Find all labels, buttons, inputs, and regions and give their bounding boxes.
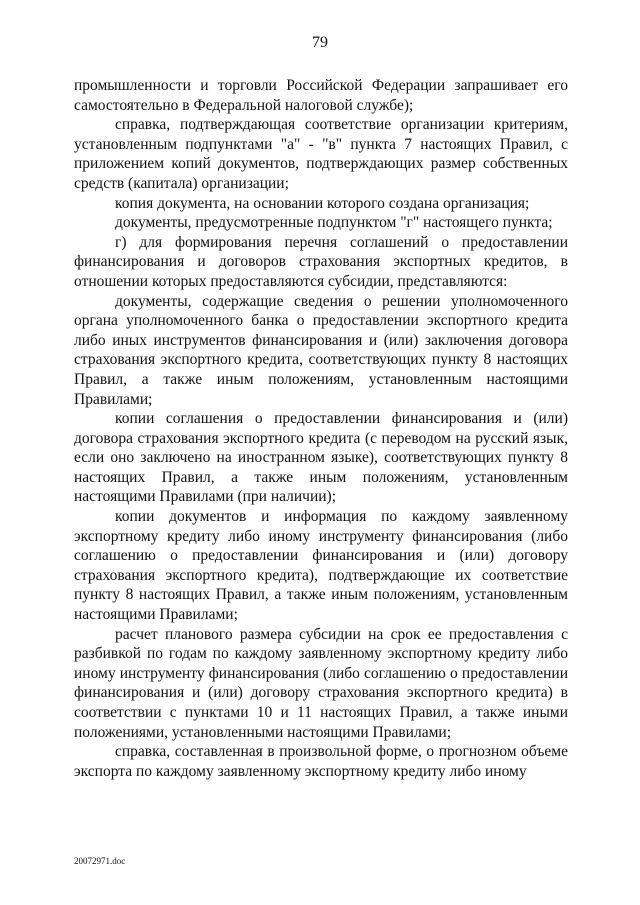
document-body bbox=[74, 76, 568, 781]
paragraph-item-g: г) для формирования перечня соглашений о предоставлении финансирования и договоров страхования экспортных кредитов, в отношении которых предоставляются субсидии, представляются: bbox=[74, 233, 568, 290]
paragraph-document-copies: копии документов и информация по каждому заявленному экспортному кредиту либо иному инструменту финансирования (либо соглашению о предоставлении финансирования и (или) договору страхования экспортного кредита), подтверждающие их соответствие пункту 8 настоящих Правил, а также иным положениям, установленным настоящими Правилами; bbox=[74, 508, 568, 624]
page-number: 79 bbox=[312, 34, 328, 51]
paragraph-agreement-copies: копии соглашения о предоставлении финансирования и (или) договора страхования экспортного кредита (с переводом на русский язык, если оно заключено на иностранном языке), соответствующих пункту 8 настоящих Правил, а также иным положениям, установленным настоящими Правилами (при наличии); bbox=[74, 410, 568, 506]
paragraph-decision-documents: документы, содержащие сведения о решении уполномоченного органа уполномоченного банка о предоставлении экспортного кредита либо иных инструментов финансирования и (или) заключения договора страхования экспортного кредита, соответствующих пункту 8 настоящих Правил, а также иным положениям, установленным настоящими Правилами; bbox=[74, 292, 568, 408]
paragraph-subitem-documents: документы, предусмотренные подпунктом "г" настоящего пункта; bbox=[115, 214, 553, 232]
paragraph-founding-document: копия документа, на основании которого создана организация; bbox=[115, 194, 530, 212]
paragraph-subsidy-calculation: расчет планового размера субсидии на срок ее предоставления с разбивкой по годам по каждому заявленному экспортному кредиту либо иному инструменту финансирования (либо соглашению о предоставлении финансирования и (или) договору страхования экспортного кредита) в соответствии с пунктами 10 и 11 настоящих Правил, а также иными положениями, установленными настоящими Правилами; bbox=[74, 625, 568, 741]
paragraph-continuation: промышленности и торговли Российской Федерации запрашивает его самостоятельно в Федеральной налоговой службе); bbox=[74, 77, 568, 114]
paragraph-certificate-criteria: справка, подтверждающая соответствие организации критериям, установленным подпунктами "а" - "в" пункта 7 настоящих Правил, с приложением копий документов, подтверждающих размер собственных средств (капитала) организации; bbox=[74, 116, 568, 192]
footer-filename: 20072971.doc bbox=[74, 856, 126, 866]
paragraph-export-forecast: справка, составленная в произвольной форме, о прогнозном объеме экспорта по каждому заявленному экспортному кредиту либо иному bbox=[74, 743, 568, 780]
